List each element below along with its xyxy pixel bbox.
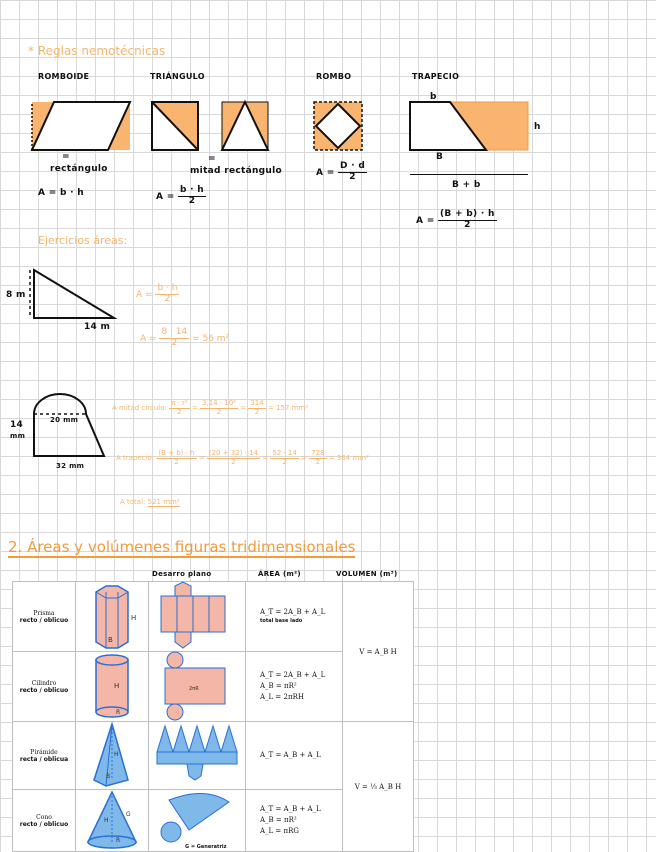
rules-title: * Reglas nemotécnicas — [28, 44, 166, 58]
cone-net-label: G = Generatriz — [185, 844, 227, 850]
cylinder-net — [149, 652, 246, 722]
prism-figure — [76, 582, 149, 652]
pyramid-area: A_T = A_B + A_L — [246, 722, 343, 790]
table-row-prisma — [13, 582, 414, 652]
exercise1-calc: A = $\frac{8 \cdot 14}{2}$ = 56 m² — [140, 327, 230, 348]
cylinder-figure — [76, 652, 149, 722]
pyramid-label-b: B — [106, 773, 111, 780]
romboide-formula: A = b · h — [38, 188, 85, 198]
exercise1-height: 8 m — [6, 290, 26, 300]
exercise2-trapezoid: A trapecio: $\frac{(B + b) \cdot h}{2}$ = $\frac{(20 + 32) \cdot 14}{2}$ = $\frac{52 \cdot 14}{2}$ = $\frac{728}{2}$ = 364 mm² — [116, 449, 369, 466]
prism-area: A_T = 2A_B + A_L total base lado — [246, 582, 343, 652]
table-row-piramide — [13, 722, 414, 790]
exercise2-top: 20 mm — [50, 416, 79, 424]
solids-table — [12, 581, 414, 852]
cone-label-h: H — [104, 817, 109, 824]
romboide-figure — [32, 102, 132, 152]
exercise2-figure — [30, 392, 110, 462]
header-trapecio: TRAPECIO — [412, 72, 460, 81]
triangulo-formula: A = $\frac{b \cdot h}{2}$ — [156, 185, 205, 206]
cone-label-g: G — [126, 811, 131, 818]
exercise2-height-unit: mm — [10, 432, 26, 440]
col-header-volume: VOLUMEN (m³) — [336, 570, 398, 578]
exercise1-formula: A = $\frac{b \cdot h}{2}$ — [136, 283, 178, 304]
header-rombo: ROMBO — [316, 72, 352, 81]
trapecio-label-B: B — [436, 152, 444, 162]
exercise1-base: 14 m — [84, 322, 111, 332]
pyramid-net — [149, 722, 246, 790]
trapecio-label-h: h — [534, 122, 541, 132]
cone-label-r: R — [116, 837, 121, 844]
rombo-figure — [314, 102, 364, 152]
triangulo-figure-1 — [152, 102, 200, 152]
triangulo-eq: = — [208, 154, 216, 164]
cylinder-label-h: H — [114, 682, 120, 690]
col-header-net: Desarro plano — [152, 570, 212, 578]
row-name-piramide: Pirámide recta / oblicua — [13, 722, 76, 790]
volume-pyramid-cone: V = ⅓ A_B H — [343, 722, 414, 852]
romboide-eq: = — [62, 152, 70, 162]
triangulo-figure-2 — [222, 102, 270, 152]
cylinder-area: A_T = 2A_B + A_L A_B = πR² A_L = 2πRH — [246, 652, 343, 722]
exercise2-base: 32 mm — [56, 462, 85, 470]
cone-area: A_T = A_B + A_L A_B = πR² A_L = πRG — [246, 790, 343, 852]
trapecio-label-b: b — [430, 92, 437, 102]
romboide-note: rectángulo — [50, 164, 108, 174]
prism-net — [149, 582, 246, 652]
cylinder-net-label: 2πR — [189, 686, 199, 692]
trapecio-figure — [410, 102, 530, 152]
row-name-prisma: Prisma recto / oblicuo — [13, 582, 76, 652]
col-header-area: ÁREA (m²) — [258, 570, 301, 578]
cone-net — [149, 790, 246, 852]
pyramid-label-h: H — [114, 751, 119, 758]
cone-figure — [76, 790, 149, 852]
pyramid-figure — [76, 722, 149, 790]
trapecio-formula: A = $\frac{(B + b) \cdot h}{2}$ — [416, 209, 495, 230]
exercise2-height: 14 — [10, 420, 24, 430]
exercise1-triangle — [30, 268, 120, 322]
cylinder-label-r: R — [116, 709, 121, 716]
trapecio-divider — [410, 174, 528, 175]
row-name-cilindro: Cilindro recto / oblicuo — [13, 652, 76, 722]
row-name-cono: Cono recto / oblicuo — [13, 790, 76, 852]
triangulo-note: mitad rectángulo — [190, 166, 282, 176]
section2-title: 2. Áreas y volúmenes figuras tridimensionales — [8, 538, 356, 556]
volume-prism-cylinder: V = A_B H — [343, 582, 414, 722]
trapecio-sum: B + b — [452, 180, 481, 190]
header-triangulo: TRIÁNGULO — [150, 72, 205, 81]
exercises-title: Ejercicios áreas: — [38, 234, 128, 247]
exercise2-semicircle: A mitad círculo: $\frac{\text{π · r²}}{2}$ = $\frac{\text{3,14 · 10²}}{2}$ = $\frac{314}{2}$ = 157 mm² — [112, 399, 309, 416]
rombo-formula: A = $\frac{D \cdot d}{2}$ — [316, 161, 366, 182]
header-romboide: ROMBOIDE — [38, 72, 90, 81]
exercise2-total: A total: 521 mm² — [120, 498, 180, 506]
prism-label-h: H — [131, 614, 137, 622]
prism-label-b: B — [108, 636, 113, 644]
